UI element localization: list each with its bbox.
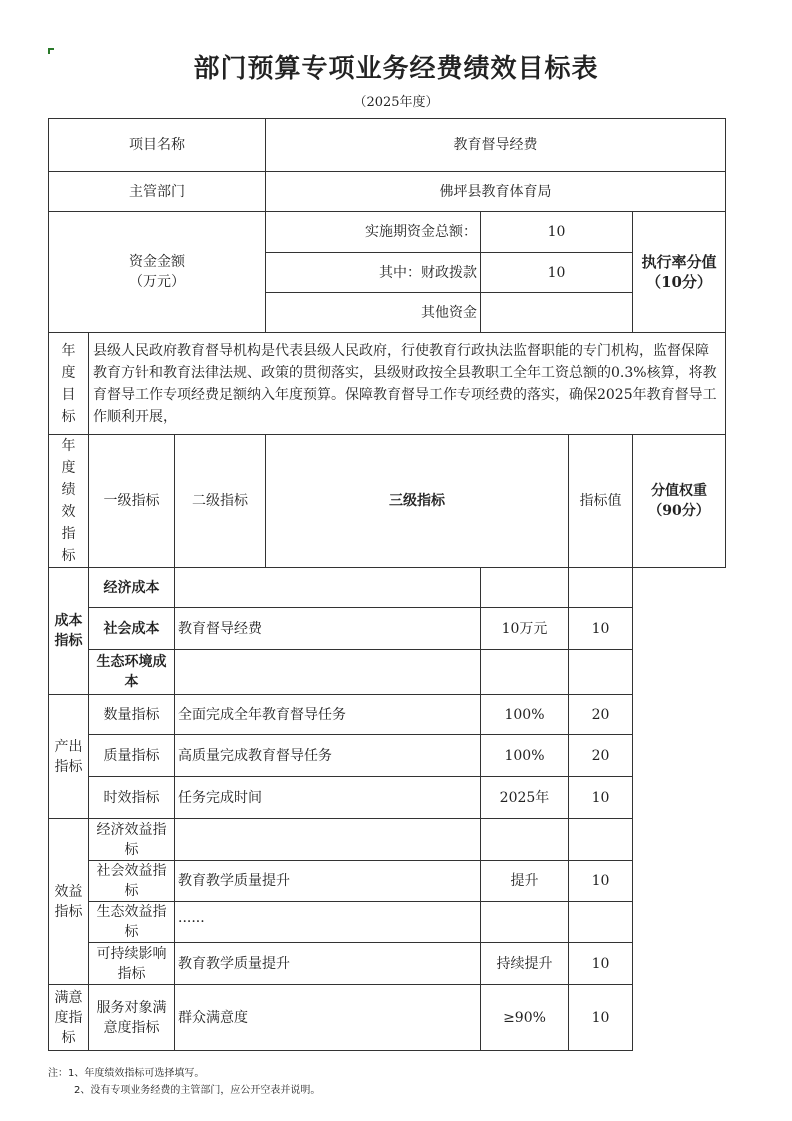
indicator-weight (569, 902, 633, 943)
content (48, 118, 725, 1099)
indicator-weight: 20 (569, 695, 633, 735)
header-level3: 三级指标 (266, 435, 569, 568)
indicator-weight: 10 (569, 777, 633, 819)
indicator-row (49, 735, 726, 777)
total-funds-value: 10 (481, 212, 633, 253)
indicator-weight: 20 (569, 735, 633, 777)
indicators-label: 年度绩效指标 (49, 435, 89, 568)
indicator-value (481, 568, 569, 608)
indicator-weight: 10 (569, 861, 633, 902)
level2-indicator: 数量指标 (89, 695, 175, 735)
fiscal-funds-value: 10 (481, 253, 633, 293)
total-funds-label: 实施期资金总额： (266, 212, 481, 253)
notes (48, 1065, 725, 1099)
year-label: （2025年度） (353, 95, 439, 110)
level2-indicator: 生态环境成本 (89, 650, 175, 695)
header-value: 指标值 (569, 435, 633, 568)
indicator-value: 100% (481, 735, 569, 777)
level3-indicator: 教育督导经费 (175, 608, 481, 650)
goal-label: 年度目标 (49, 333, 89, 435)
header-level2: 二级指标 (175, 435, 266, 568)
performance-table (48, 118, 726, 1051)
indicator-row (49, 650, 726, 695)
indicator-value (481, 902, 569, 943)
indicator-value: 2025年 (481, 777, 569, 819)
indicator-value: 持续提升 (481, 943, 569, 985)
header-weight: 分值权重 （90分） (633, 435, 726, 568)
indicator-weight (569, 650, 633, 695)
level3-indicator (175, 650, 481, 695)
page-title: 部门预算专项业务经费绩效目标表 (193, 54, 599, 84)
indicator-weight (569, 819, 633, 861)
level2-indicator: 社会成本 (89, 608, 175, 650)
goal-text: 县级人民政府教育督导机构是代表县级人民政府，行使教育行政执法监督职能的专门机构，监督保障教育方针和教育法律法规、政策的贯彻落实，县级财政按全县教职工全年工资总额的0.3%核算，将教育督导工作专项经费足额纳入年度预算。保障教育督导工作专项经费的落实，确保2025年教育督导工作顺利开展， (89, 333, 726, 435)
level3-indicator: 教育教学质量提升 (175, 861, 481, 902)
indicator-row (49, 861, 726, 902)
indicator-value: ≥90% (481, 985, 569, 1051)
indicator-row (49, 695, 726, 735)
indicator-weight: 10 (569, 985, 633, 1051)
fiscal-funds-label: 其中：财政拨款 (266, 253, 481, 293)
indicator-row (49, 608, 726, 650)
level3-indicator: 教育教学质量提升 (175, 943, 481, 985)
note-1: 注：1、年度绩效指标可选择填写。 (48, 1068, 205, 1079)
level2-indicator: 生态效益指标 (89, 902, 175, 943)
indicator-weight: 10 (569, 608, 633, 650)
indicator-value (481, 650, 569, 695)
level1-indicator: 满意度指标 (49, 985, 89, 1051)
indicator-value (481, 819, 569, 861)
level2-indicator: 可持续影响指标 (89, 943, 175, 985)
indicator-weight: 10 (569, 943, 633, 985)
level2-indicator: 社会效益指标 (89, 861, 175, 902)
level1-indicator: 成本指标 (49, 568, 89, 695)
level3-indicator: 任务完成时间 (175, 777, 481, 819)
level1-indicator: 产出指标 (49, 695, 89, 819)
level3-indicator: ······ (175, 902, 481, 943)
execution-rate-label: 执行率分值 （10分） (633, 212, 726, 333)
level3-indicator: 群众满意度 (175, 985, 481, 1051)
level2-indicator: 经济效益指标 (89, 819, 175, 861)
indicator-weight (569, 568, 633, 608)
other-funds-value (481, 293, 633, 333)
indicator-row (49, 777, 726, 819)
level3-indicator: 全面完成全年教育督导任务 (175, 695, 481, 735)
level1-indicator: 效益指标 (49, 819, 89, 985)
project-value: 教育督导经费 (266, 119, 726, 172)
level3-indicator (175, 568, 481, 608)
indicator-row (49, 943, 726, 985)
header-level1: 一级指标 (89, 435, 175, 568)
project-label: 项目名称 (49, 119, 266, 172)
funds-label: 资金金额 （万元） (49, 212, 266, 333)
level2-indicator: 质量指标 (89, 735, 175, 777)
other-funds-label: 其他资金 (266, 293, 481, 333)
indicator-row (49, 902, 726, 943)
indicator-row (49, 985, 726, 1051)
indicator-row (49, 568, 726, 608)
department-label: 主管部门 (49, 172, 266, 212)
indicator-row (49, 819, 726, 861)
indicator-value: 提升 (481, 861, 569, 902)
level3-indicator (175, 819, 481, 861)
note-2: 2、没有专项业务经费的主管部门，应公开空表并说明。 (74, 1085, 321, 1096)
indicator-value: 100% (481, 695, 569, 735)
level3-indicator: 高质量完成教育督导任务 (175, 735, 481, 777)
department-value: 佛坪县教育体育局 (266, 172, 726, 212)
level2-indicator: 时效指标 (89, 777, 175, 819)
indicator-value: 10万元 (481, 608, 569, 650)
level2-indicator: 经济成本 (89, 568, 175, 608)
level2-indicator: 服务对象满意度指标 (89, 985, 175, 1051)
